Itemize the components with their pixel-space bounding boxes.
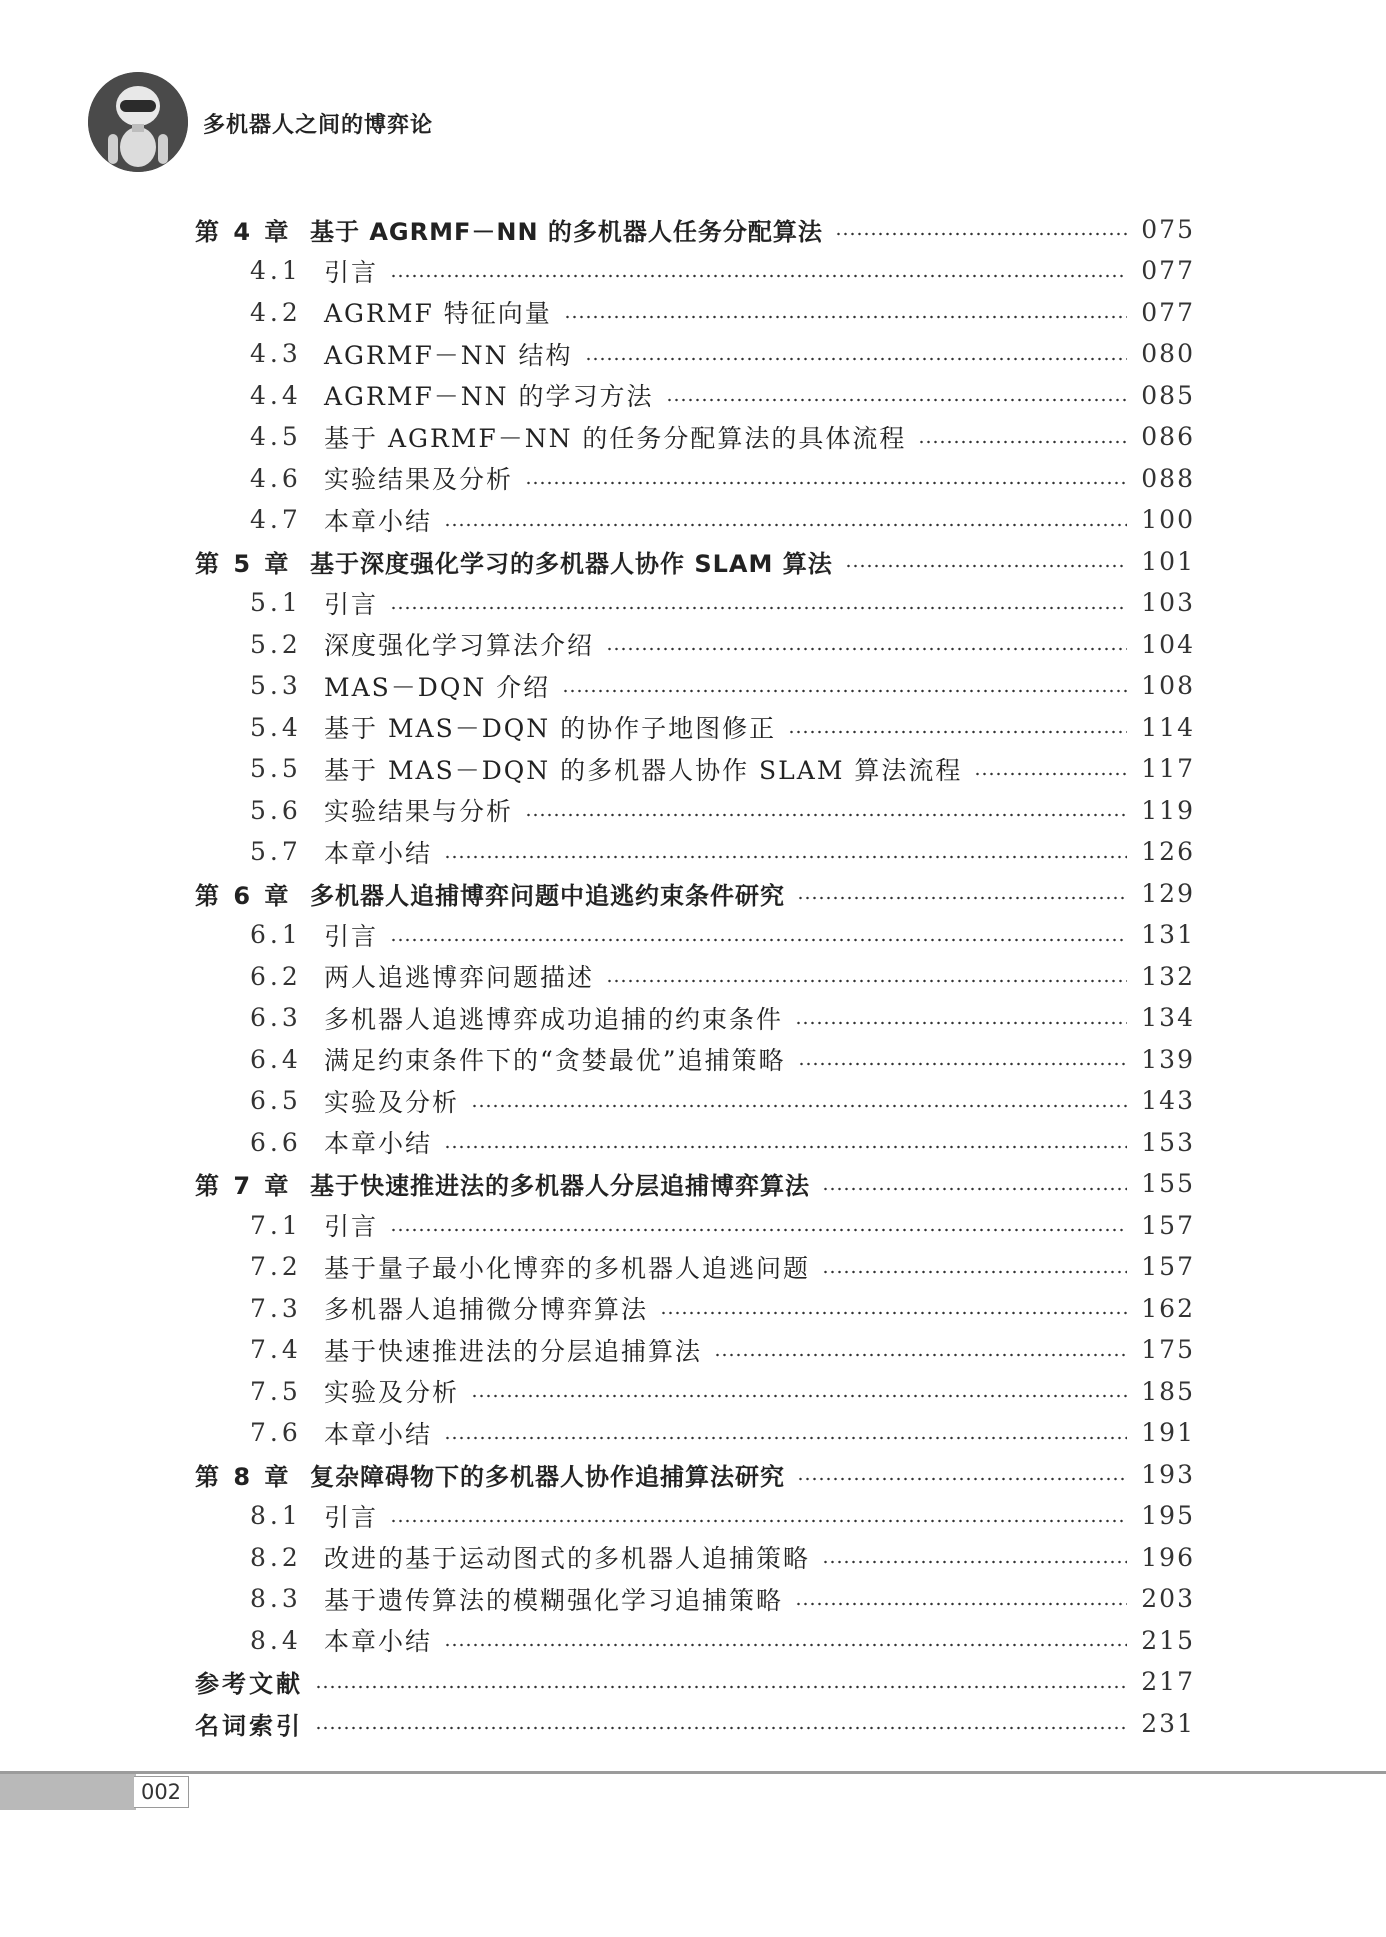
book-title: 多机器人之间的博弈论 bbox=[203, 113, 434, 138]
toc-entry-title: 基于 MAS－DQN 的协作子地图修正 bbox=[324, 714, 777, 743]
toc-entry-number: 6.4 bbox=[250, 1044, 302, 1074]
toc-entry-title: 引言 bbox=[324, 921, 379, 951]
toc-entry-number: 4.1 bbox=[250, 256, 302, 285]
footer-rule bbox=[0, 1771, 1386, 1774]
toc-entry-title: 基于遗传算法的模糊强化学习追捕策略 bbox=[324, 1585, 784, 1615]
toc-entry-number: 4.3 bbox=[250, 339, 302, 368]
toc-entry-number: 4.5 bbox=[250, 422, 302, 451]
dot-leader bbox=[444, 1643, 1127, 1647]
toc-entry-title: 改进的基于运动图式的多机器人追捕策略 bbox=[324, 1544, 811, 1573]
toc-entry-title: 多机器人追捕博弈问题中追逃约束条件研究 bbox=[310, 881, 785, 910]
toc-entry-number: 7.2 bbox=[250, 1252, 302, 1281]
toc-entry-page: 185 bbox=[1141, 1376, 1195, 1406]
toc-chapter-row[interactable] bbox=[195, 873, 1195, 913]
robot-logo-icon bbox=[88, 72, 188, 172]
toc-entry-title: 引言 bbox=[324, 589, 379, 619]
toc-chapter-row[interactable] bbox=[195, 541, 1195, 581]
toc-entry-number: 8.3 bbox=[250, 1584, 302, 1613]
dot-leader bbox=[788, 730, 1127, 734]
toc-entry-title: 基于快速推进法的多机器人分层追捕博弈算法 bbox=[310, 1172, 810, 1200]
toc-entry-title: AGRMF 特征向量 bbox=[324, 299, 552, 328]
toc-entry-number: 6.5 bbox=[250, 1086, 302, 1115]
toc-entry-number: 4.6 bbox=[250, 463, 302, 493]
dot-leader bbox=[822, 1270, 1127, 1274]
toc-entry-number: 7.1 bbox=[250, 1210, 302, 1240]
dot-leader bbox=[390, 1228, 1127, 1232]
dot-leader bbox=[822, 1187, 1127, 1191]
toc-entry-number: 第 6 章 bbox=[195, 881, 292, 910]
toc-entry-page: 143 bbox=[1141, 1086, 1195, 1115]
toc-entry-title: 本章小结 bbox=[324, 1129, 433, 1158]
page-number: 002 bbox=[134, 1776, 189, 1808]
toc-entry-page: 080 bbox=[1141, 339, 1195, 368]
toc-entry-number: 5.6 bbox=[250, 795, 302, 825]
toc-entry-number: 第 4 章 bbox=[195, 217, 292, 246]
dot-leader bbox=[444, 1145, 1127, 1149]
toc-entry-page: 155 bbox=[1141, 1169, 1195, 1198]
dot-leader bbox=[822, 1560, 1127, 1564]
toc-entry-page: 101 bbox=[1141, 546, 1195, 576]
toc-entry-title: 本章小结 bbox=[324, 506, 433, 536]
dot-leader bbox=[444, 523, 1127, 527]
toc-section-row[interactable] bbox=[250, 956, 1195, 996]
toc-section-row[interactable] bbox=[250, 1247, 1195, 1287]
toc-entry-page: 085 bbox=[1141, 380, 1195, 410]
dot-leader bbox=[525, 813, 1127, 817]
toc-section-row[interactable] bbox=[250, 1081, 1195, 1121]
dot-leader bbox=[471, 1104, 1127, 1108]
toc-chapter-row[interactable] bbox=[195, 1164, 1195, 1204]
toc-entry-title: 多机器人追捕微分博弈算法 bbox=[324, 1295, 649, 1324]
toc-section-row[interactable] bbox=[250, 707, 1195, 747]
toc-section-row[interactable] bbox=[250, 624, 1195, 664]
toc-section-row[interactable] bbox=[250, 251, 1195, 291]
toc-section-row[interactable] bbox=[250, 1288, 1195, 1328]
toc-section-row[interactable] bbox=[250, 1413, 1195, 1453]
toc-entry-page: 231 bbox=[1141, 1708, 1195, 1738]
dot-leader bbox=[562, 689, 1127, 693]
toc-entry-page: 153 bbox=[1141, 1127, 1195, 1157]
dot-leader bbox=[798, 1062, 1127, 1066]
toc-entry-title: AGRMF－NN 的学习方法 bbox=[324, 382, 654, 411]
toc-section-row[interactable] bbox=[250, 1330, 1195, 1370]
footer-bar bbox=[0, 1774, 136, 1810]
toc-entry-title: 参考文献 bbox=[195, 1670, 303, 1698]
dot-leader bbox=[714, 1353, 1127, 1357]
toc-entry-page: 139 bbox=[1141, 1044, 1195, 1074]
toc-entry-title: 满足约束条件下的“贪婪最优”追捕策略 bbox=[324, 1046, 786, 1075]
toc-entry-title: MAS－DQN 介绍 bbox=[324, 672, 551, 702]
toc-section-row[interactable] bbox=[250, 749, 1195, 789]
dot-leader bbox=[444, 855, 1127, 859]
toc-entry-number: 8.1 bbox=[250, 1501, 302, 1530]
toc-backmatter-row[interactable] bbox=[195, 1703, 1195, 1743]
dot-leader bbox=[660, 1311, 1127, 1315]
toc-entry-number: 7.5 bbox=[250, 1376, 302, 1406]
toc-entry-page: 086 bbox=[1141, 422, 1195, 451]
toc-section-row[interactable] bbox=[250, 583, 1195, 623]
toc-entry-page: 131 bbox=[1141, 920, 1195, 949]
dot-leader bbox=[444, 1436, 1127, 1440]
toc-entry-title: 基于 MAS－DQN 的多机器人协作 SLAM 算法流程 bbox=[324, 755, 963, 785]
toc-entry-number: 7.4 bbox=[250, 1335, 302, 1364]
toc-section-row[interactable] bbox=[250, 915, 1195, 955]
dot-leader bbox=[315, 1726, 1127, 1730]
toc-entry-title: 多机器人追逃博弈成功追捕的约束条件 bbox=[324, 1004, 784, 1034]
toc-entry-title: 基于量子最小化博弈的多机器人追逃问题 bbox=[324, 1253, 811, 1283]
toc-entry-title: 名词索引 bbox=[195, 1711, 303, 1740]
toc-section-row[interactable] bbox=[250, 375, 1195, 415]
toc-entry-page: 126 bbox=[1141, 837, 1195, 866]
toc-entry-page: 196 bbox=[1141, 1542, 1195, 1572]
toc-section-row[interactable] bbox=[250, 1371, 1195, 1411]
dot-leader bbox=[471, 1394, 1127, 1398]
toc-entry-title: 引言 bbox=[324, 1212, 379, 1241]
toc-entry-number: 6.1 bbox=[250, 920, 302, 949]
toc-entry-number: 4.7 bbox=[250, 505, 302, 534]
toc-section-row[interactable] bbox=[250, 292, 1195, 332]
toc-section-row[interactable] bbox=[250, 1122, 1195, 1162]
dot-leader bbox=[525, 481, 1127, 485]
dot-leader bbox=[795, 1602, 1127, 1606]
toc-section-row[interactable] bbox=[250, 1537, 1195, 1577]
toc-entry-title: 本章小结 bbox=[324, 838, 433, 868]
toc-section-row[interactable] bbox=[250, 790, 1195, 830]
dot-leader bbox=[390, 606, 1127, 610]
toc-entry-page: 117 bbox=[1141, 754, 1195, 783]
toc-entry-title: 本章小结 bbox=[324, 1627, 433, 1656]
toc-entry-page: 114 bbox=[1141, 712, 1195, 742]
toc-entry-number: 8.2 bbox=[250, 1542, 302, 1572]
toc-entry-page: 100 bbox=[1141, 505, 1195, 534]
dot-leader bbox=[585, 357, 1128, 361]
toc-entry-title: 基于 AGRMF－NN 的多机器人任务分配算法 bbox=[310, 217, 823, 246]
dot-leader bbox=[797, 1477, 1127, 1481]
toc-entry-number: 5.4 bbox=[250, 712, 302, 742]
toc-entry-title: 两人追逃博弈问题描述 bbox=[324, 963, 595, 992]
toc-section-row[interactable] bbox=[250, 998, 1195, 1038]
toc-entry-page: 088 bbox=[1141, 463, 1195, 493]
dot-leader bbox=[390, 274, 1127, 278]
toc-entry-page: 217 bbox=[1141, 1667, 1195, 1696]
dot-leader bbox=[797, 896, 1127, 900]
toc-entry-page: 132 bbox=[1141, 961, 1195, 991]
toc-entry-title: 复杂障碍物下的多机器人协作追捕算法研究 bbox=[310, 1462, 785, 1491]
toc-entry-page: 075 bbox=[1141, 214, 1195, 244]
toc-entry-number: 第 5 章 bbox=[195, 549, 292, 578]
toc-entry-number: 5.1 bbox=[250, 588, 302, 617]
toc-entry-page: 193 bbox=[1141, 1459, 1195, 1489]
dot-leader bbox=[974, 772, 1127, 776]
toc-entry-title: 深度强化学习算法介绍 bbox=[324, 631, 595, 660]
toc-entry-title: 引言 bbox=[324, 257, 379, 287]
dot-leader bbox=[835, 232, 1127, 236]
toc-entry-number: 7.6 bbox=[250, 1418, 302, 1447]
toc-entry-title: 基于 AGRMF－NN 的任务分配算法的具体流程 bbox=[324, 423, 907, 453]
toc-entry-number: 第 8 章 bbox=[195, 1462, 292, 1491]
toc-entry-number: 5.7 bbox=[250, 837, 302, 866]
toc-entry-page: 104 bbox=[1141, 629, 1195, 659]
toc-entry-page: 195 bbox=[1141, 1501, 1195, 1530]
dot-leader bbox=[795, 1021, 1127, 1025]
dot-leader bbox=[606, 979, 1127, 983]
toc-section-row[interactable] bbox=[250, 1205, 1195, 1245]
toc-entry-number: 6.2 bbox=[250, 961, 302, 991]
toc-section-row[interactable] bbox=[250, 334, 1195, 374]
toc-chapter-row[interactable] bbox=[195, 1454, 1195, 1494]
toc-entry-title: 基于深度强化学习的多机器人协作 SLAM 算法 bbox=[310, 549, 833, 578]
toc-entry-page: 175 bbox=[1141, 1335, 1195, 1364]
toc-entry-page: 191 bbox=[1141, 1418, 1195, 1447]
toc-chapter-row[interactable] bbox=[195, 209, 1195, 249]
toc-section-row[interactable] bbox=[250, 832, 1195, 872]
toc-entry-title: 实验结果及分析 bbox=[324, 465, 514, 494]
toc-entry-page: 103 bbox=[1141, 588, 1195, 617]
toc-entry-title: 实验及分析 bbox=[324, 1087, 460, 1117]
toc-entry-page: 077 bbox=[1141, 256, 1195, 285]
toc-section-row[interactable] bbox=[250, 1579, 1195, 1619]
dot-leader bbox=[564, 315, 1127, 319]
toc-entry-number: 7.3 bbox=[250, 1293, 302, 1323]
toc-entry-page: 157 bbox=[1141, 1252, 1195, 1281]
toc-entry-number: 5.5 bbox=[250, 754, 302, 783]
dot-leader bbox=[918, 440, 1127, 444]
toc-entry-page: 129 bbox=[1141, 878, 1195, 908]
toc-entry-number: 5.3 bbox=[250, 671, 302, 700]
toc-section-row[interactable] bbox=[250, 1620, 1195, 1660]
toc-entry-title: 基于快速推进法的分层追捕算法 bbox=[324, 1336, 703, 1366]
running-header bbox=[88, 72, 688, 172]
toc-entry-title: 本章小结 bbox=[324, 1419, 433, 1449]
dot-leader bbox=[390, 1519, 1127, 1523]
dot-leader bbox=[315, 1685, 1127, 1689]
toc-entry-page: 077 bbox=[1141, 297, 1195, 327]
toc-section-row[interactable] bbox=[250, 458, 1195, 498]
dot-leader bbox=[390, 938, 1127, 942]
toc-entry-page: 119 bbox=[1141, 795, 1195, 825]
toc-entry-number: 5.2 bbox=[250, 629, 302, 659]
toc-entry-number: 4.2 bbox=[250, 297, 302, 327]
toc-section-row[interactable] bbox=[250, 1039, 1195, 1079]
toc-entry-number: 6.3 bbox=[250, 1003, 302, 1032]
toc-section-row[interactable] bbox=[250, 417, 1195, 457]
toc-entry-number: 第 7 章 bbox=[195, 1172, 292, 1200]
dot-leader bbox=[666, 398, 1128, 402]
toc-entry-page: 215 bbox=[1141, 1625, 1195, 1655]
toc-entry-title: AGRMF－NN 结构 bbox=[324, 340, 573, 370]
toc-entry-title: 实验及分析 bbox=[324, 1378, 460, 1407]
toc-entry-page: 134 bbox=[1141, 1003, 1195, 1032]
toc-section-row[interactable] bbox=[250, 666, 1195, 706]
toc-entry-title: 实验结果与分析 bbox=[324, 797, 514, 826]
toc-entry-number: 8.4 bbox=[250, 1625, 302, 1655]
toc-entry-title: 引言 bbox=[324, 1502, 379, 1532]
toc-entry-page: 108 bbox=[1141, 671, 1195, 700]
dot-leader bbox=[606, 647, 1127, 651]
toc-entry-number: 4.4 bbox=[250, 380, 302, 410]
toc-backmatter-row[interactable] bbox=[195, 1662, 1195, 1702]
toc-entry-page: 157 bbox=[1141, 1210, 1195, 1240]
toc-section-row[interactable] bbox=[250, 1496, 1195, 1536]
toc-entry-page: 162 bbox=[1141, 1293, 1195, 1323]
toc-section-row[interactable] bbox=[250, 500, 1195, 540]
toc-entry-page: 203 bbox=[1141, 1584, 1195, 1613]
toc-entry-number: 6.6 bbox=[250, 1127, 302, 1157]
dot-leader bbox=[845, 564, 1127, 568]
